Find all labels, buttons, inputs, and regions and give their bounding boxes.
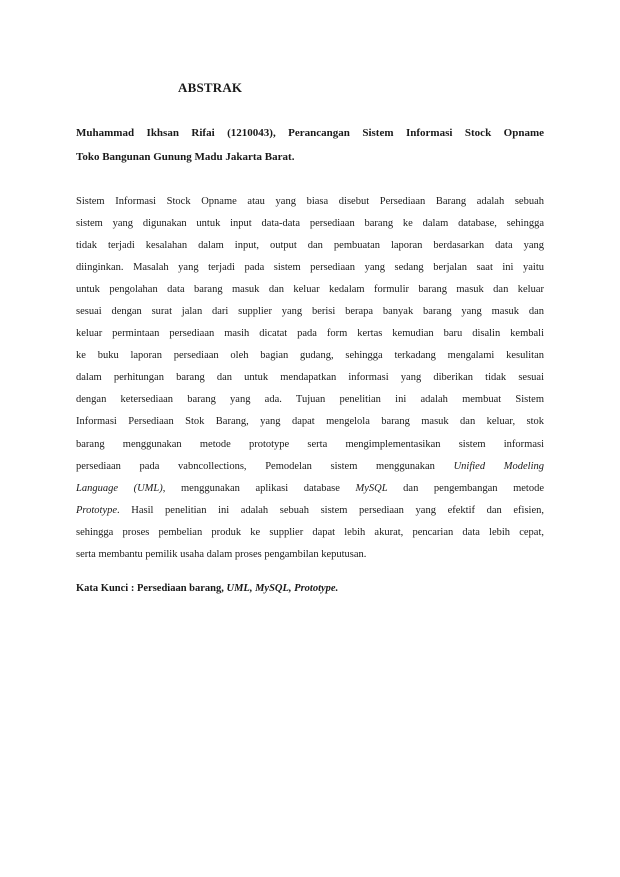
keywords-label: Kata Kunci : xyxy=(76,583,137,594)
body-line: sesuai dengan surat jalan dari supplier yang berisi berapa banyak barang yang masuk dan xyxy=(76,306,544,318)
heading-line: Muhammad Ikhsan Rifai (1210043), Perancangan Sistem Informasi Stock Opname xyxy=(76,127,544,139)
body-line: dengan ketersediaan barang yang ada. Tujuan penelitian ini adalah membuat Sistem xyxy=(76,394,544,406)
abstract-title: ABSTRAK xyxy=(178,80,243,95)
body-line: diinginkan. Masalah yang terjadi pada sistem persediaan yang sedang berjalan saat ini yaitu xyxy=(76,262,544,274)
body-line: persediaan pada vabncollections, Pemodelan sistem menggunakan Unified Modeling xyxy=(76,460,544,472)
keywords-italic: UML, MySQL, Prototype. xyxy=(226,583,339,594)
body-line: sehingga proses pembelian produk ke supplier dapat lebih akurat, pencarian data lebih cepat, xyxy=(76,526,544,538)
keywords xyxy=(76,583,544,594)
body-line: Informasi Persediaan Stok Barang, yang dapat mengelola barang masuk dan keluar, stok xyxy=(76,416,544,428)
body-line: barang menggunakan metode prototype serta mengimplementasikan sistem informasi xyxy=(76,438,544,450)
body-line: untuk pengolahan data barang masuk dan keluar kedalam formulir barang masuk dan keluar xyxy=(76,284,544,296)
abstract-body xyxy=(76,191,544,566)
author-heading xyxy=(76,122,544,169)
body-line: Prototype. Hasil penelitian ini adalah sebuah sistem persediaan yang efektif dan efisien, xyxy=(76,504,544,516)
heading-line: Toko Bangunan Gunung Madu Jakarta Barat. xyxy=(76,150,295,163)
body-line: Sistem Informasi Stock Opname atau yang biasa disebut Persediaan Barang adalah sebuah xyxy=(76,196,544,207)
body-line: dalam perhitungan barang dan untuk mendapatkan informasi yang diberikan tidak sesuai xyxy=(76,372,544,384)
body-line: Language (UML), menggunakan aplikasi database MySQL dan pengembangan metode xyxy=(76,482,544,494)
keywords-plain: Persediaan barang, xyxy=(136,583,227,594)
body-line: serta membantu pemilik usaha dalam proses pengambilan keputusan. xyxy=(76,548,367,560)
body-line: sistem yang digunakan untuk input data-data persediaan barang ke dalam database, sehingga xyxy=(76,218,544,230)
body-line: tidak terjadi kesalahan dalam input, output dan pembuatan laporan berdasarkan data yang xyxy=(76,240,544,252)
body-line: keluar permintaan persediaan masih dicatat pada form kertas kemudian baru disalin kembali xyxy=(76,328,544,340)
body-line: ke buku laporan persediaan oleh bagian gudang, sehingga terkadang mengalami kesulitan xyxy=(76,350,544,362)
